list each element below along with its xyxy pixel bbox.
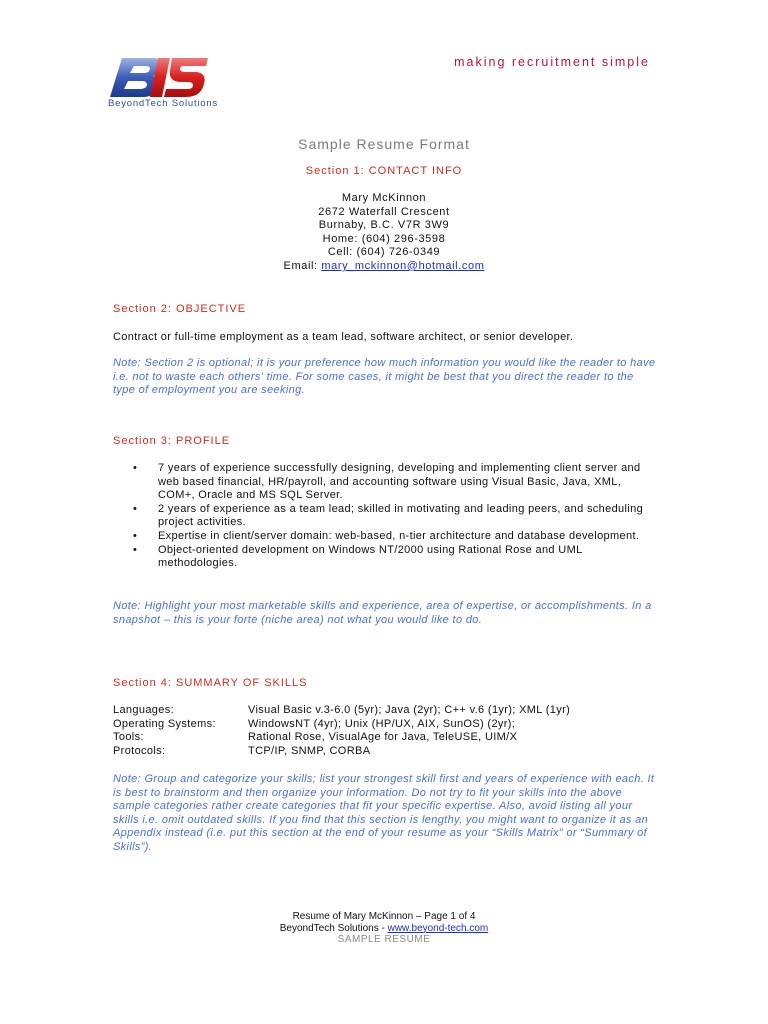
table-row: [113, 731, 570, 745]
footer-website-link[interactable]: www.beyond-tech.com: [387, 922, 489, 934]
profile-bullet-text: Expertise in client/server domain: web-based, n-tier architecture and database development.: [158, 529, 640, 542]
skill-label: Languages:: [113, 704, 174, 716]
skill-value: TCP/IP, SNMP, CORBA: [248, 744, 371, 757]
contact-home-phone: Home: (604) 296-3598: [322, 232, 446, 245]
list-item: [113, 462, 658, 503]
skill-label: Operating Systems:: [113, 717, 216, 730]
section4-note: Note: Group and categorize your skills; list your strongest skill first and years of experience with each. It is best to brainstorm and then organize your information. Do not try to fit your skills into the above sample categories rather create categories that fit your specific expertise. Also, avoid listing all your skills i.e. omit outdated skills. If you find that this section is lengthy, you might want to organize it as an Appendix instead (i.e. put this section at the end of your resume as your “Skills Matrix” or “Summary of Skills”).: [113, 773, 655, 853]
bullet-icon: •: [133, 529, 138, 542]
profile-list: [113, 462, 658, 571]
footer-company: BeyondTech Solutions -: [279, 922, 388, 934]
list-item: [113, 503, 658, 530]
footer-company-row: [0, 923, 768, 935]
company-logo: [108, 54, 219, 114]
section2-note: Note: Section 2 is optional; it is your preference how much information you would like the reader to have i.e. not to waste each others' time. For some cases, it might be best that you direct the reader to the type of employment you are seeking.: [113, 357, 656, 397]
contact-name: Mary McKinnon: [341, 192, 427, 204]
contact-email-row: [0, 260, 768, 274]
section2-heading: Section 2: OBJECTIVE: [113, 303, 247, 315]
section4-heading: Section 4: SUMMARY OF SKILLS: [113, 677, 308, 689]
bullet-icon: •: [133, 502, 138, 515]
logo-text: BeyondTech Solutions: [108, 98, 219, 109]
skills-table: [113, 704, 570, 758]
skill-value: Visual Basic v.3-6.0 (5yr); Java (2yr); C++ v.6 (1yr); XML (1yr): [248, 704, 571, 716]
list-item: [113, 530, 658, 544]
profile-bullet-text: 2 years of experience as a team lead; skilled in motivating and leading peers, and scheduling project activities.: [158, 502, 644, 529]
table-row: [113, 718, 570, 732]
contact-city: Burnaby, B.C. V7R 3W9: [318, 219, 450, 232]
bullet-icon: •: [133, 462, 138, 474]
skills-table-wrap: [113, 704, 658, 758]
logo-mark-icon: [108, 54, 210, 100]
email-link[interactable]: mary_mckinnon@hotmail.com: [321, 259, 485, 272]
skill-value: WindowsNT (4yr); Unix (HP/UX, AIX, SunOS) (2yr);: [248, 717, 516, 730]
section1-heading: Section 1: CONTACT INFO: [305, 165, 463, 177]
contact-cell-phone: Cell: (604) 726-0349: [327, 246, 441, 259]
table-row: [113, 704, 570, 718]
page-title: Sample Resume Format: [298, 136, 470, 152]
tagline: making recruitment simple: [454, 55, 650, 69]
skill-label: Protocols:: [113, 744, 166, 757]
section3-heading: Section 3: PROFILE: [113, 435, 231, 447]
footer-sample-label: SAMPLE RESUME: [337, 934, 431, 945]
contact-address: 2672 Waterfall Crescent: [318, 205, 450, 218]
objective-text: Contract or full-time employment as a team lead, software architect, or senior developer.: [113, 331, 574, 343]
page-footer: [0, 911, 768, 946]
footer-page-info: Resume of Mary McKinnon – Page 1 of 4: [292, 911, 476, 922]
list-item: [113, 544, 658, 571]
email-label: Email:: [283, 259, 322, 272]
section3-note: Note: Highlight your most marketable skills and experience, area of expertise, or accomplishments. In a snapshot – this is your forte (niche area) not what you would like to do.: [113, 600, 652, 626]
profile-bullet-text: Object-oriented development on Windows NT/2000 using Rational Rose and UML methodologies.: [158, 543, 583, 570]
profile-bullet-text: 7 years of experience successfully designing, developing and implementing client server and web based financial, HR/payroll, and accounting software using Visual Basic, Java, XML, COM+, Oracle and MS SQL Server.: [158, 462, 641, 502]
table-row: [113, 745, 570, 759]
bullet-icon: •: [133, 543, 138, 556]
contact-block: [0, 192, 768, 274]
skill-value: Rational Rose, VisualAge for Java, TeleUSE, UIM/X: [248, 731, 518, 744]
skill-label: Tools:: [113, 731, 144, 744]
